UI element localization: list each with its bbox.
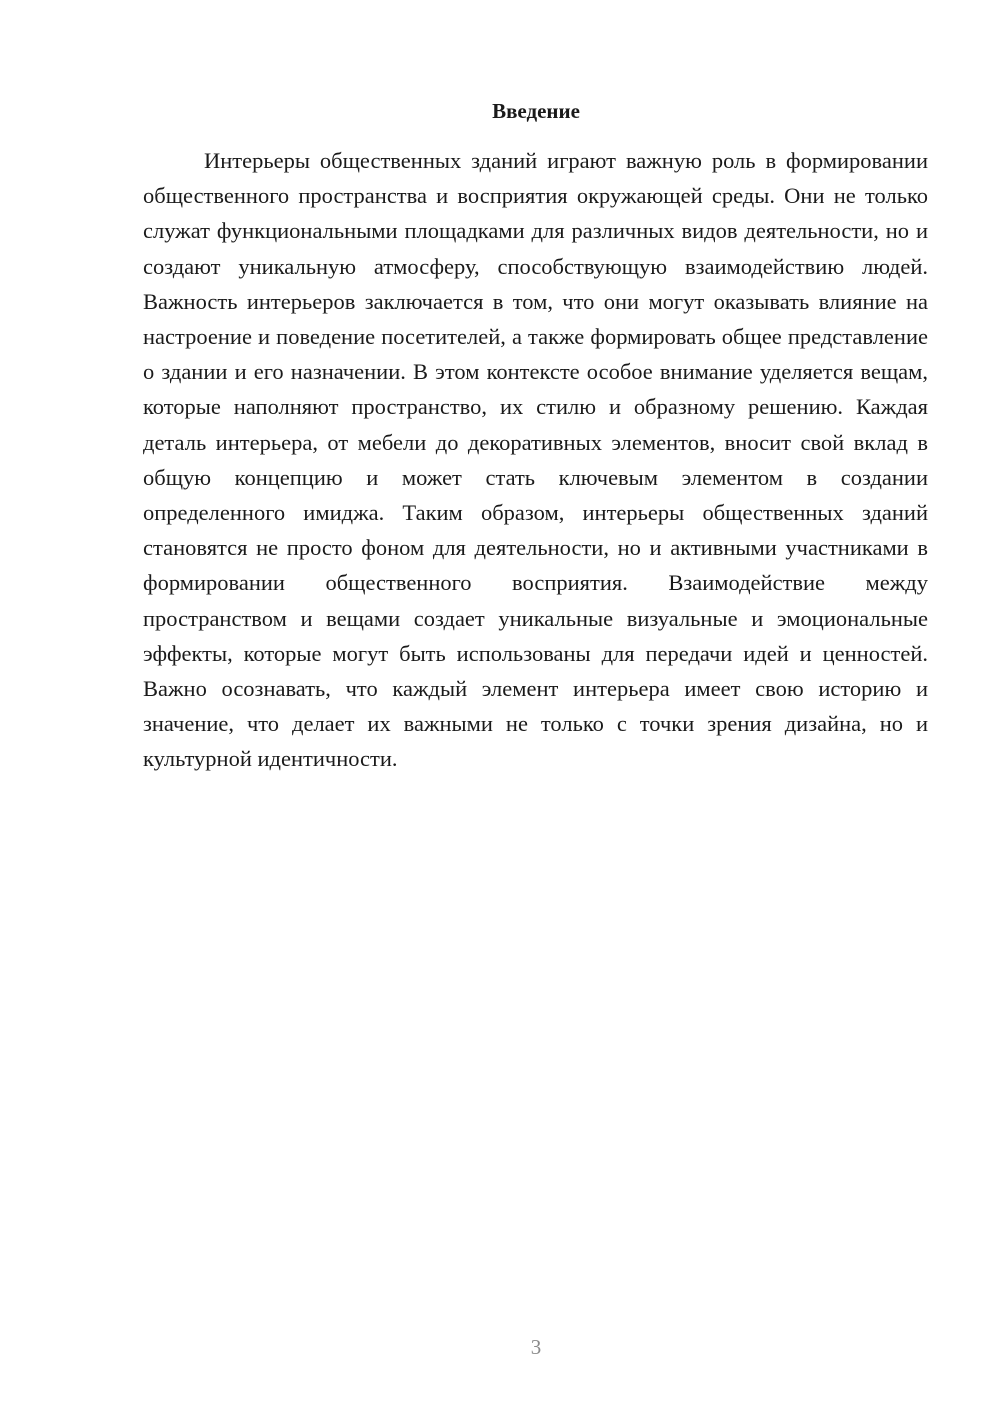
body-paragraph: Интерьеры общественных зданий играют важную роль в формировании общественного пространства и восприятия окружающей среды. Они не только служат функциональными площадками для различных видов деятельности, но и создают уникальную атмосферу, способствующую взаимодействию людей. Важность интерьеров заключается в том, что они могут оказывать влияние на настроение и поведение посетителей, а также формировать общее представление о здании и его назначении. В этом контексте особое внимание уделяется вещам, которые наполняют пространство, их стилю и образному решению. Каждая деталь интерьера, от мебели до декоративных элементов, вносит свой вклад в общую концепцию и может стать ключевым элементом в создании определенного имиджа. Таким образом, интерьеры общественных зданий становятся не просто фоном для деятельности, но и активными участниками в формировании общественного восприятия. Взаимодействие между пространством и вещами создает уникальные визуальные и эмоциональные эффекты, которые могут быть использованы для передачи идей и ценностей. Важно осознавать, что каждый элемент интерьера имеет свою историю и значение, что делает их важными не только с точки зрения дизайна, но и культурной идентичности. bbox=[143, 148, 928, 772]
section-heading: Введение bbox=[492, 99, 580, 123]
page-number: 3 bbox=[530, 1335, 542, 1359]
